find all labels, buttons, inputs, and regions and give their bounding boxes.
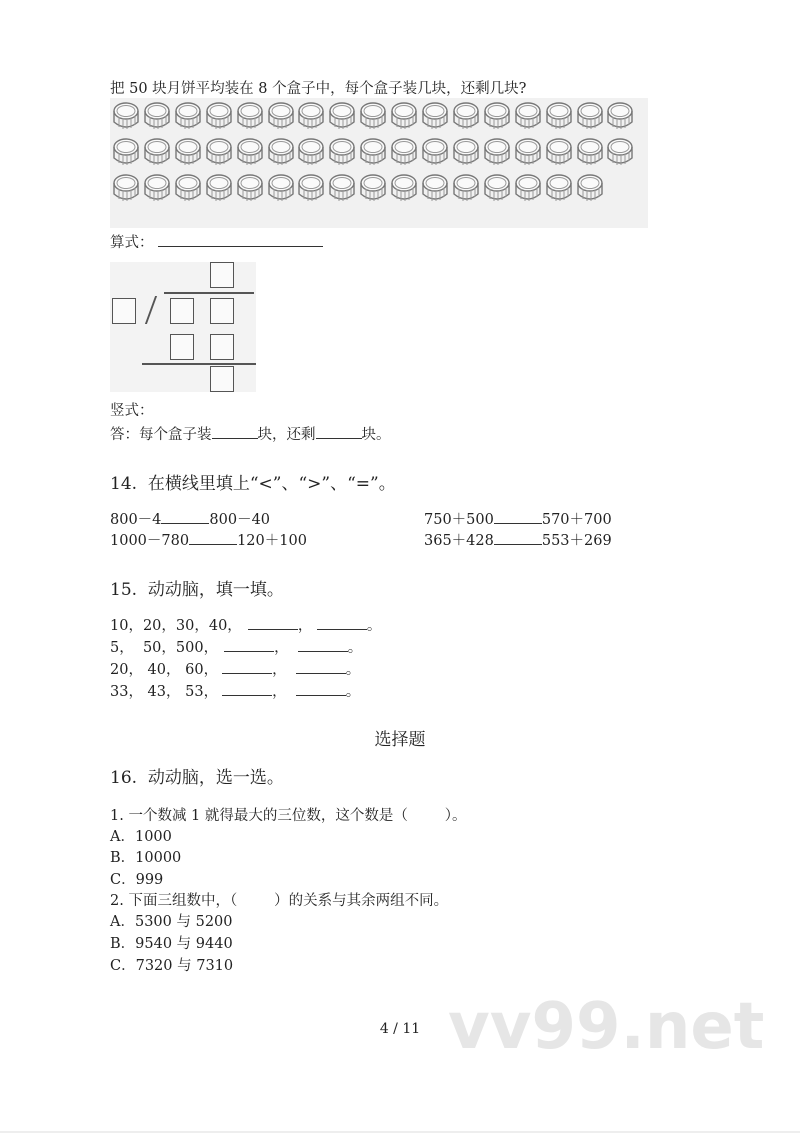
mooncake-icon (206, 138, 232, 168)
divisor-box[interactable] (112, 298, 136, 324)
answer-suffix: 块。 (361, 427, 391, 443)
mooncake-icon (360, 174, 386, 204)
mooncake-icon (577, 174, 603, 204)
sequence: 20， 40， 60， (110, 662, 219, 678)
q16-line: 1. 一个数减 1 就得最大的三位数，这个数是（ ）。 (110, 808, 467, 824)
q15-row: 20， 40， 60， ， 。 (110, 659, 360, 679)
mooncake-icon (329, 102, 355, 132)
mooncake-icon (113, 138, 139, 168)
q15-row: 33， 43， 53， ， 。 (110, 681, 360, 701)
q14-item (424, 530, 612, 550)
mooncake-icon (484, 102, 510, 132)
mooncake-icon (607, 102, 633, 132)
mooncake-icon (237, 102, 263, 132)
item-left: 750＋500 (424, 512, 494, 528)
sequence-blank[interactable] (224, 637, 274, 652)
answer-row (110, 424, 391, 444)
mooncake-icon (607, 138, 633, 168)
compare-blank[interactable] (494, 509, 542, 524)
mooncake-icon (391, 138, 417, 168)
mooncake-icon (268, 138, 294, 168)
q16-option[interactable]: A．1000 (110, 829, 172, 845)
answer-prefix: 答：每个盒子装 (110, 427, 212, 443)
mooncake-icon (577, 138, 603, 168)
answer-mid: 块，还剩 (257, 427, 316, 443)
section-title: 选择题 (374, 730, 426, 750)
mooncake-icon (391, 174, 417, 204)
remainder-box[interactable] (210, 366, 234, 392)
q16-title: 16. 动动脑，选一选。 (110, 768, 284, 788)
sequence-blank[interactable] (298, 637, 348, 652)
formula-blank[interactable] (158, 232, 323, 247)
q14-item (110, 509, 270, 529)
mooncake-icon (237, 138, 263, 168)
item-right: 553＋269 (541, 533, 612, 549)
q15-title: 15. 动动脑，填一填。 (110, 580, 284, 600)
answer-blank-1[interactable] (212, 424, 258, 439)
mooncake-icon (144, 102, 170, 132)
product-tens-box[interactable] (170, 334, 194, 360)
sequence-blank[interactable] (296, 681, 346, 696)
mooncake-icon (298, 102, 324, 132)
item-right: 800－40 (209, 512, 271, 528)
formula-label: 算式： (110, 235, 154, 251)
mooncake-icon (422, 174, 448, 204)
watermark: vv99.net (448, 990, 765, 1064)
mooncake-icon (237, 174, 263, 204)
mooncake-icon (484, 138, 510, 168)
mooncakes-illustration (110, 98, 648, 228)
dividend-ones-box[interactable] (210, 298, 234, 324)
q16-option[interactable]: A．5300 与 5200 (110, 914, 233, 930)
item-left: 1000－780 (110, 533, 190, 549)
item-left: 365＋428 (424, 533, 494, 549)
mooncake-icon (546, 174, 572, 204)
mooncake-icon (422, 138, 448, 168)
compare-blank[interactable] (161, 509, 209, 524)
mooncake-icon (453, 138, 479, 168)
mooncake-icon (422, 102, 448, 132)
mooncake-icon (298, 174, 324, 204)
mooncake-icon (391, 102, 417, 132)
q16-option[interactable]: B．10000 (110, 850, 182, 866)
mooncake-icon (175, 138, 201, 168)
mooncake-icon (360, 138, 386, 168)
mooncake-icon (175, 174, 201, 204)
mooncake-icon (329, 138, 355, 168)
product-ones-box[interactable] (210, 334, 234, 360)
vertical-label: 竖式： (110, 403, 154, 419)
formula-row (110, 232, 323, 252)
mooncake-icon (113, 102, 139, 132)
mooncake-icon (298, 138, 324, 168)
mooncake-icon (453, 102, 479, 132)
mooncake-icon (206, 174, 232, 204)
sequence-blank[interactable] (317, 615, 367, 630)
q15-row: 5， 50，500， ， 。 (110, 637, 362, 657)
mooncake-icon (577, 102, 603, 132)
item-right: 120＋100 (237, 533, 307, 549)
compare-blank[interactable] (494, 530, 542, 545)
mooncake-icon (515, 174, 541, 204)
mooncake-icon (546, 138, 572, 168)
sequence-blank[interactable] (296, 659, 346, 674)
q16-option[interactable]: C．7320 与 7310 (110, 958, 234, 974)
long-division-diagram (110, 262, 256, 392)
mooncake-icon (206, 102, 232, 132)
subtraction-line (142, 363, 256, 365)
mooncake-icon (144, 174, 170, 204)
q16-option[interactable]: B．9540 与 9440 (110, 936, 233, 952)
sequence-blank[interactable] (248, 615, 298, 630)
q14-item (110, 530, 307, 550)
page-number: 4 / 11 (379, 1021, 421, 1037)
answer-blank-2[interactable] (316, 424, 362, 439)
mooncake-icon (515, 138, 541, 168)
q16-option[interactable]: C．999 (110, 872, 164, 888)
mooncake-icon (546, 102, 572, 132)
q15-row: 10，20，30，40， ， 。 (110, 615, 381, 635)
sequence: 10，20，30，40， (110, 618, 242, 634)
quotient-box[interactable] (210, 262, 234, 288)
sequence: 5， 50，500， (110, 640, 219, 656)
page-edge (0, 1131, 800, 1133)
q14-title: 14. 在横线里填上“<”、“>”、“=”。 (110, 474, 396, 494)
q14-item (424, 509, 612, 529)
dividend-tens-box[interactable] (170, 298, 194, 324)
mooncake-icon (453, 174, 479, 204)
mooncake-icon (515, 102, 541, 132)
mooncake-icon (329, 174, 355, 204)
division-bracket (145, 296, 157, 324)
item-left: 800－4 (110, 512, 162, 528)
division-bar (164, 292, 254, 294)
item-right: 570＋700 (541, 512, 612, 528)
mooncake-icon (268, 174, 294, 204)
sequence-blank[interactable] (222, 659, 272, 674)
sequence: 33， 43， 53， (110, 684, 219, 700)
q13-question: 把 50 块月饼平均装在 8 个盒子中，每个盒子装几块，还剩几块? (110, 81, 527, 97)
mooncake-icon (268, 102, 294, 132)
mooncake-icon (484, 174, 510, 204)
compare-blank[interactable] (189, 530, 237, 545)
mooncake-icon (144, 138, 170, 168)
mooncake-icon (113, 174, 139, 204)
mooncake-icon (175, 102, 201, 132)
q16-line: 2. 下面三组数中，（ ）的关系与其余两组不同。 (110, 893, 449, 909)
sequence-blank[interactable] (222, 681, 272, 696)
mooncake-icon (360, 102, 386, 132)
